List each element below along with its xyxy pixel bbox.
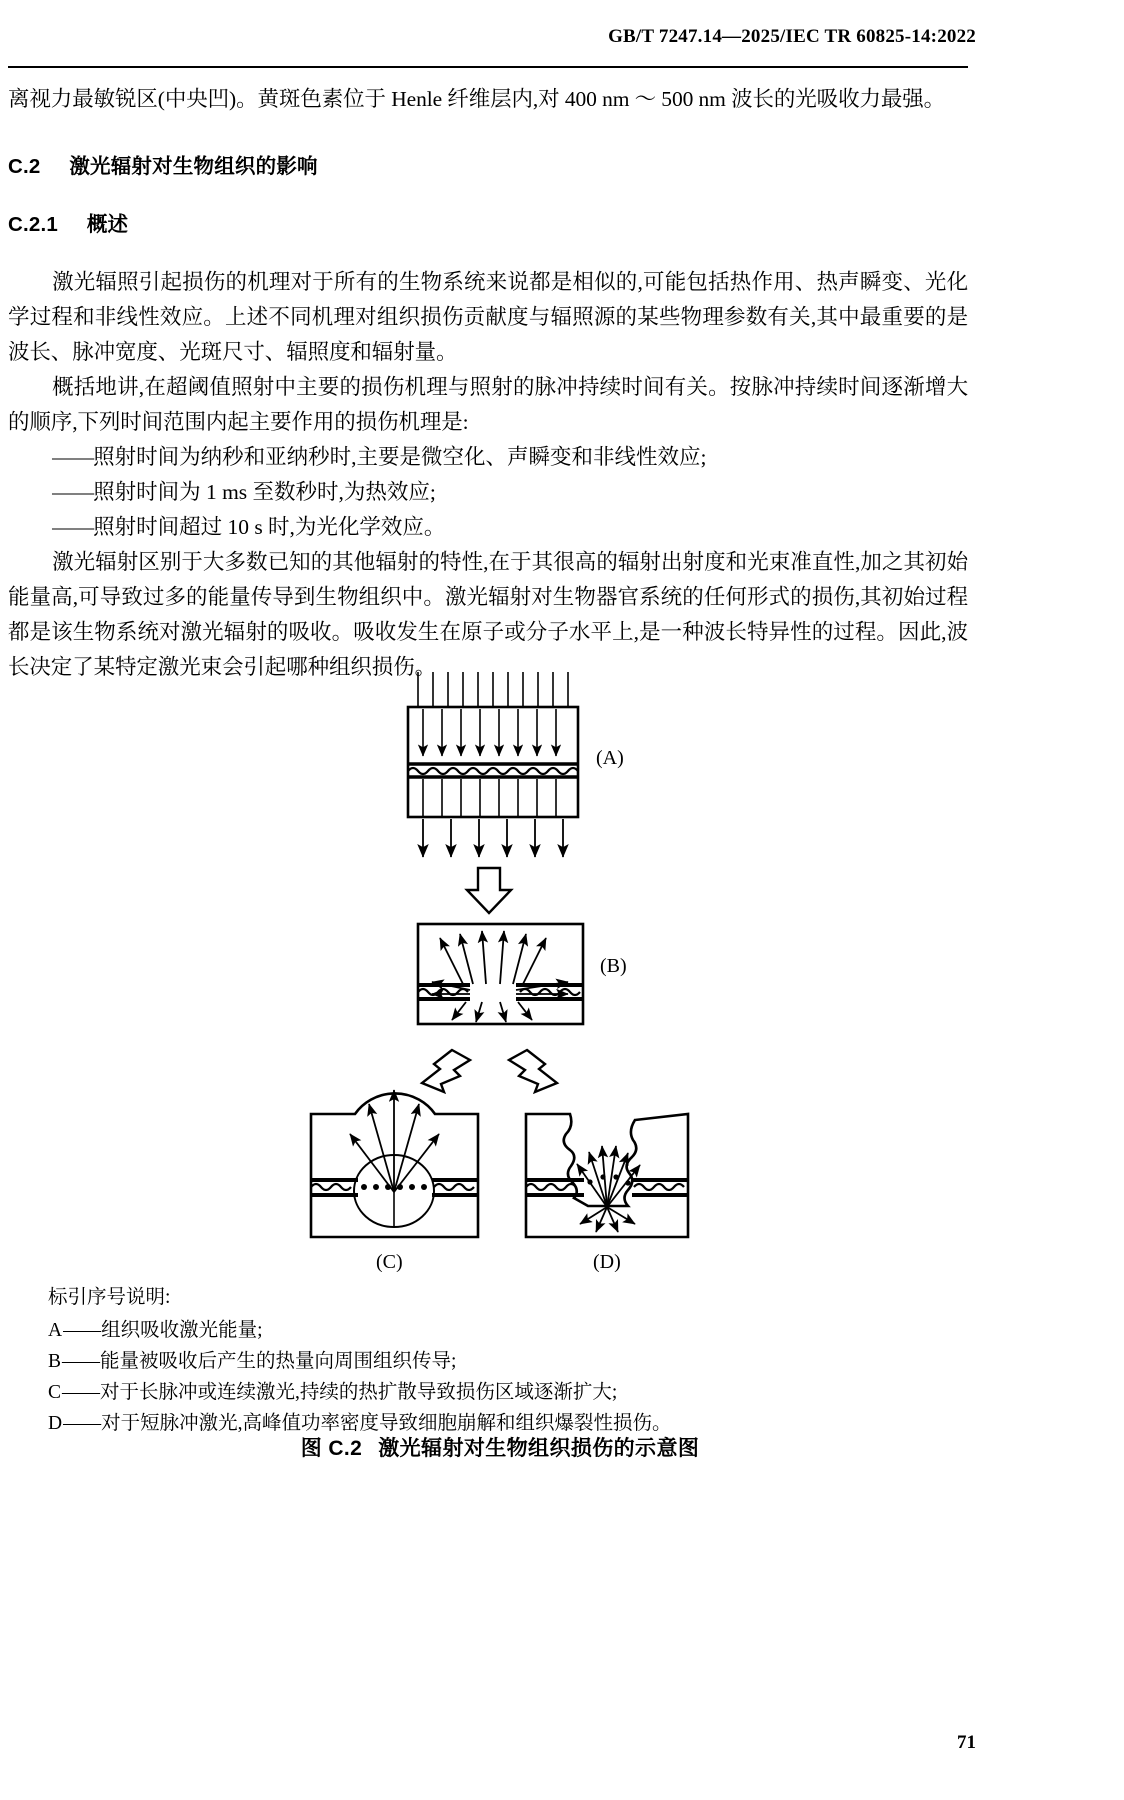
flow-arrow-b-to-d <box>509 1050 557 1092</box>
key-rule: —— <box>63 1413 101 1434</box>
spacer <box>8 179 968 207</box>
key-letter: C <box>48 1382 62 1403</box>
lead-paragraph: 离视力最敏锐区(中央凹)。黄斑色素位于 Henle 纤维层内,对 400 nm ～ 500 nm 波长的光吸收力最强。 <box>8 87 946 111</box>
figure-panel-a-label: (A) <box>596 747 624 769</box>
figure-key-item <box>48 1315 948 1346</box>
paragraph-mechanisms: 激光辐照引起损伤的机理对于所有的生物系统来说都是相似的,可能包括热作用、热声瞬变、光化学过程和非线性效应。上述不同机理对组织损伤贡献度与辐照源的某些物理参数有关,其中最重要的是波长、脉冲宽度、光斑尺寸、辐照度和辐射量。 <box>8 270 968 364</box>
list-item <box>8 510 968 545</box>
key-rule: —— <box>62 1382 100 1403</box>
flow-arrow-a-to-b <box>467 868 511 913</box>
key-rule: —— <box>63 1320 101 1341</box>
figure-panel-d <box>526 1114 688 1272</box>
dash-marker: —— <box>52 515 94 539</box>
damage-mechanism-list <box>8 440 968 545</box>
paragraph-pulse-duration: 概括地讲,在超阈值照射中主要的损伤机理与照射的脉冲持续时间有关。按脉冲持续时间逐渐增大的顺序,下列时间范围内起主要作用的损伤机理是: <box>8 375 968 434</box>
standard-identifier: GB/T 7247.14—2025/IEC TR 60825-14:2022 <box>608 26 976 47</box>
figure-panel-c-label: (C) <box>376 1251 403 1272</box>
figure-key <box>48 1282 948 1439</box>
key-letter: D <box>48 1413 63 1434</box>
heading-c21-number: C.2.1 <box>8 213 58 236</box>
list-item-text: 照射时间为纳秒和亚纳秒时,主要是微空化、声瞬变和非线性效应; <box>93 445 707 469</box>
key-letter: B <box>48 1351 62 1372</box>
figure-key-item <box>48 1346 948 1377</box>
figure-key-item <box>48 1377 948 1408</box>
list-item-text: 照射时间超过 10 s 时,为光化学效应。 <box>93 515 446 539</box>
list-item <box>8 475 968 510</box>
figure-panel-a <box>408 672 624 857</box>
heading-c21 <box>8 207 968 237</box>
figure-panel-d-label: (D) <box>593 1251 621 1272</box>
figure-panel-c <box>311 1090 478 1272</box>
heading-c2-title: 激光辐射对生物组织的影响 <box>69 155 318 178</box>
paragraph-absorption: 激光辐射区别于大多数已知的其他辐射的特性,在于其很高的辐射出射度和光束准直性,加之其初始能量高,可导致过多的能量传导到生物组织中。激光辐射对生物器官系统的任何形式的损伤,其初始过程都是该生物系统对激光辐射的吸收。吸收发生在原子或分子水平上,是一种波长特异性的过程。因此,波长决定了某特定激光束会引起哪种组织损伤。 <box>8 550 968 679</box>
figure-panel-b <box>418 924 627 1024</box>
key-rule: —— <box>62 1351 100 1372</box>
absorbing-layer-a <box>408 764 578 777</box>
list-item-text: 照射时间为 1 ms 至数秒时,为热效应; <box>93 480 436 504</box>
page-number: 71 <box>957 1732 976 1753</box>
spacer <box>8 117 968 149</box>
spacer <box>8 237 968 265</box>
figure-key-title: 标引序号说明: <box>48 1287 171 1308</box>
list-item <box>8 440 968 475</box>
figure-c2-diagram <box>8 672 968 1272</box>
figure-c2 <box>8 672 968 1272</box>
figure-panel-b-label: (B) <box>600 955 627 977</box>
figure-caption <box>0 1432 1000 1462</box>
key-text: 组织吸收激光能量; <box>101 1320 263 1341</box>
header-divider-rule <box>8 66 968 68</box>
absorbing-layer-b <box>418 985 583 999</box>
key-text: 对于短脉冲激光,高峰值功率密度导致细胞崩解和组织爆裂性损伤。 <box>101 1413 672 1434</box>
key-text: 能量被吸收后产生的热量向周围组织传导; <box>100 1351 457 1372</box>
dash-marker: —— <box>52 480 94 504</box>
key-letter: A <box>48 1320 63 1341</box>
figure-caption-number: 图 C.2 <box>300 1437 363 1460</box>
figure-caption-text: 激光辐射对生物组织损伤的示意图 <box>378 1437 700 1460</box>
heading-c21-title: 概述 <box>86 213 129 236</box>
tissue-block-a <box>408 707 578 817</box>
running-header <box>0 26 1124 48</box>
heading-c2-number: C.2 <box>8 155 41 178</box>
tissue-block-d <box>526 1114 688 1237</box>
absorbing-layer-d <box>526 1174 688 1195</box>
flow-arrow-b-to-c <box>422 1050 470 1092</box>
body-column <box>8 82 968 685</box>
heading-c2 <box>8 149 968 179</box>
key-text: 对于长脉冲或连续激光,持续的热扩散导致损伤区域逐渐扩大; <box>100 1382 618 1403</box>
dash-marker: —— <box>52 445 94 469</box>
